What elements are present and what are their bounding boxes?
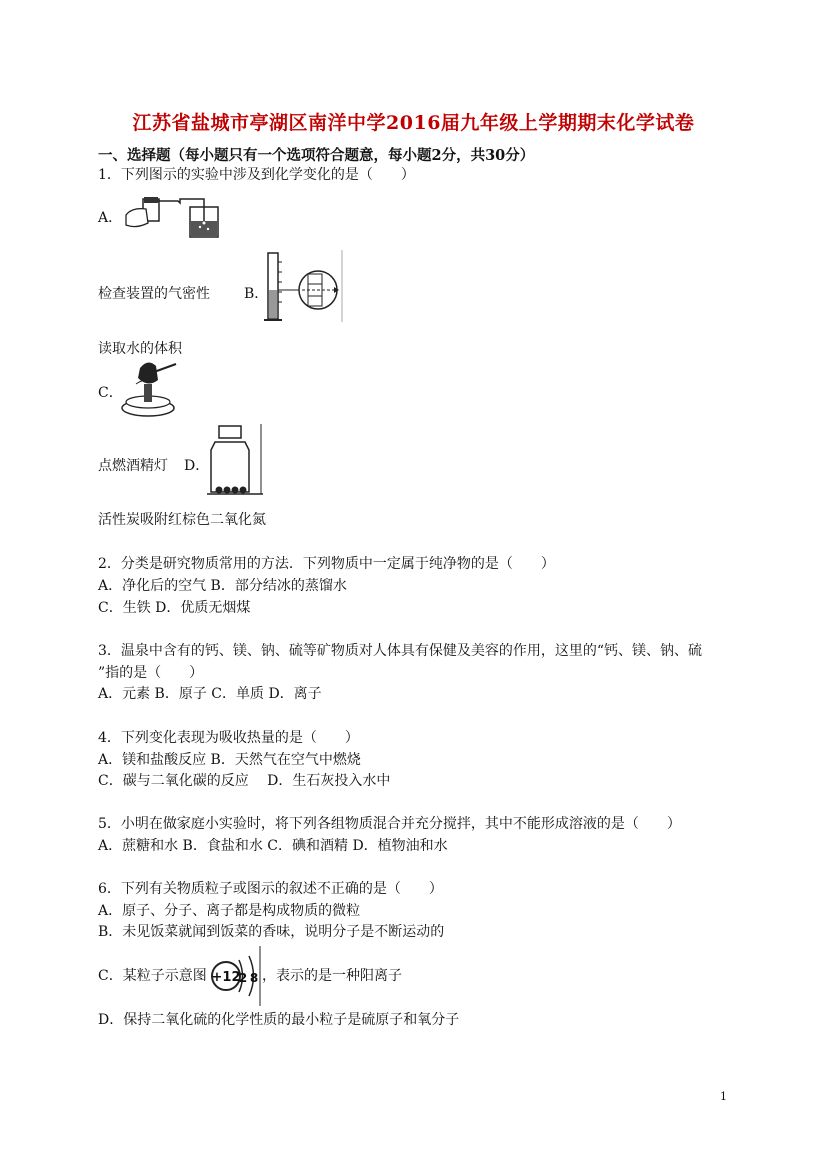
gas-jar-charcoal-figure	[205, 422, 265, 498]
q6-option-a: A．原子、分子、离子都是构成物质的微粒	[98, 903, 361, 919]
q6-option-d: D．保持二氧化硫的化学性质的最小粒子是硫原子和氧分子	[98, 1012, 460, 1028]
q2-options-line2: C．生铁 D．优质无烟煤	[98, 600, 251, 616]
alcohol-lamp-figure	[118, 358, 180, 420]
q3-stem-line1: 3．温泉中含有的钙、镁、钠、硫等矿物质对人体具有保健及美容的作用，这里的“钙、镁、钠、硫	[98, 643, 703, 659]
nucleus-charge-label: +12	[211, 970, 241, 985]
particle-structure-diagram	[206, 946, 262, 1006]
q5-options-line1: A．蔗糖和水 B．食盐和水 C．碘和酒精 D．植物油和水	[98, 838, 448, 854]
q4-options-line2: C．碳与二氧化碳的反应 D．生石灰投入水中	[98, 773, 391, 789]
q3-options-line1: A．元素 B．原子 C．单质 D．离子	[98, 686, 322, 702]
gas-tightness-apparatus-figure	[118, 185, 228, 243]
section-heading: 一、选择题（每小题只有一个选项符合题意，每小题2分，共30分）	[98, 147, 535, 164]
q5-stem: 5．小明在做家庭小实验时，将下列各组物质混合并充分搅拌，其中不能形成溶液的是（ ）	[98, 816, 681, 832]
q1-b-caption: 读取水的体积	[98, 341, 182, 357]
q1-c-letter: C．	[98, 385, 123, 401]
graduated-cylinder-figure	[262, 250, 344, 325]
q6-option-b: B．未见饭菜就闻到饭菜的香味，说明分子是不断运动的	[98, 924, 445, 940]
page-title: 江苏省盐城市亭湖区南洋中学2016届九年级上学期期末化学试卷	[132, 112, 695, 134]
q6-stem: 6．下列有关物质粒子或图示的叙述不正确的是（ ）	[98, 881, 443, 897]
q2-options-line1: A．净化后的空气 B．部分结冰的蒸馏水	[98, 578, 347, 594]
second-shell-electron-label: 8	[249, 971, 259, 985]
first-shell-electron-label: 2	[238, 971, 248, 985]
q1-d-caption: 活性炭吸附红棕色二氧化氮	[98, 512, 266, 528]
q4-options-line1: A．镁和盐酸反应 B．天然气在空气中燃烧	[98, 752, 361, 768]
q6-option-c-suffix: ，表示的是一种阳离子	[262, 968, 402, 984]
q1-a-caption: 检查装置的气密性	[98, 286, 210, 302]
q6-option-c-prefix: C．某粒子示意图	[98, 968, 207, 984]
q3-stem-line2: ”指的是（ ）	[98, 665, 204, 681]
q1-d-letter: D．	[184, 458, 210, 474]
q1-c-caption: 点燃酒精灯	[98, 458, 168, 474]
q2-stem: 2．分类是研究物质常用的方法．下列物质中一定属于纯净物的是（ ）	[98, 556, 555, 572]
q1-a-letter: A．	[98, 210, 123, 226]
q1-b-letter: B．	[244, 286, 269, 302]
q4-stem: 4．下列变化表现为吸收热量的是（ ）	[98, 730, 359, 746]
q1-stem: 1．下列图示的实验中涉及到化学变化的是（ ）	[98, 167, 415, 183]
page-number: 1	[720, 1090, 727, 1103]
